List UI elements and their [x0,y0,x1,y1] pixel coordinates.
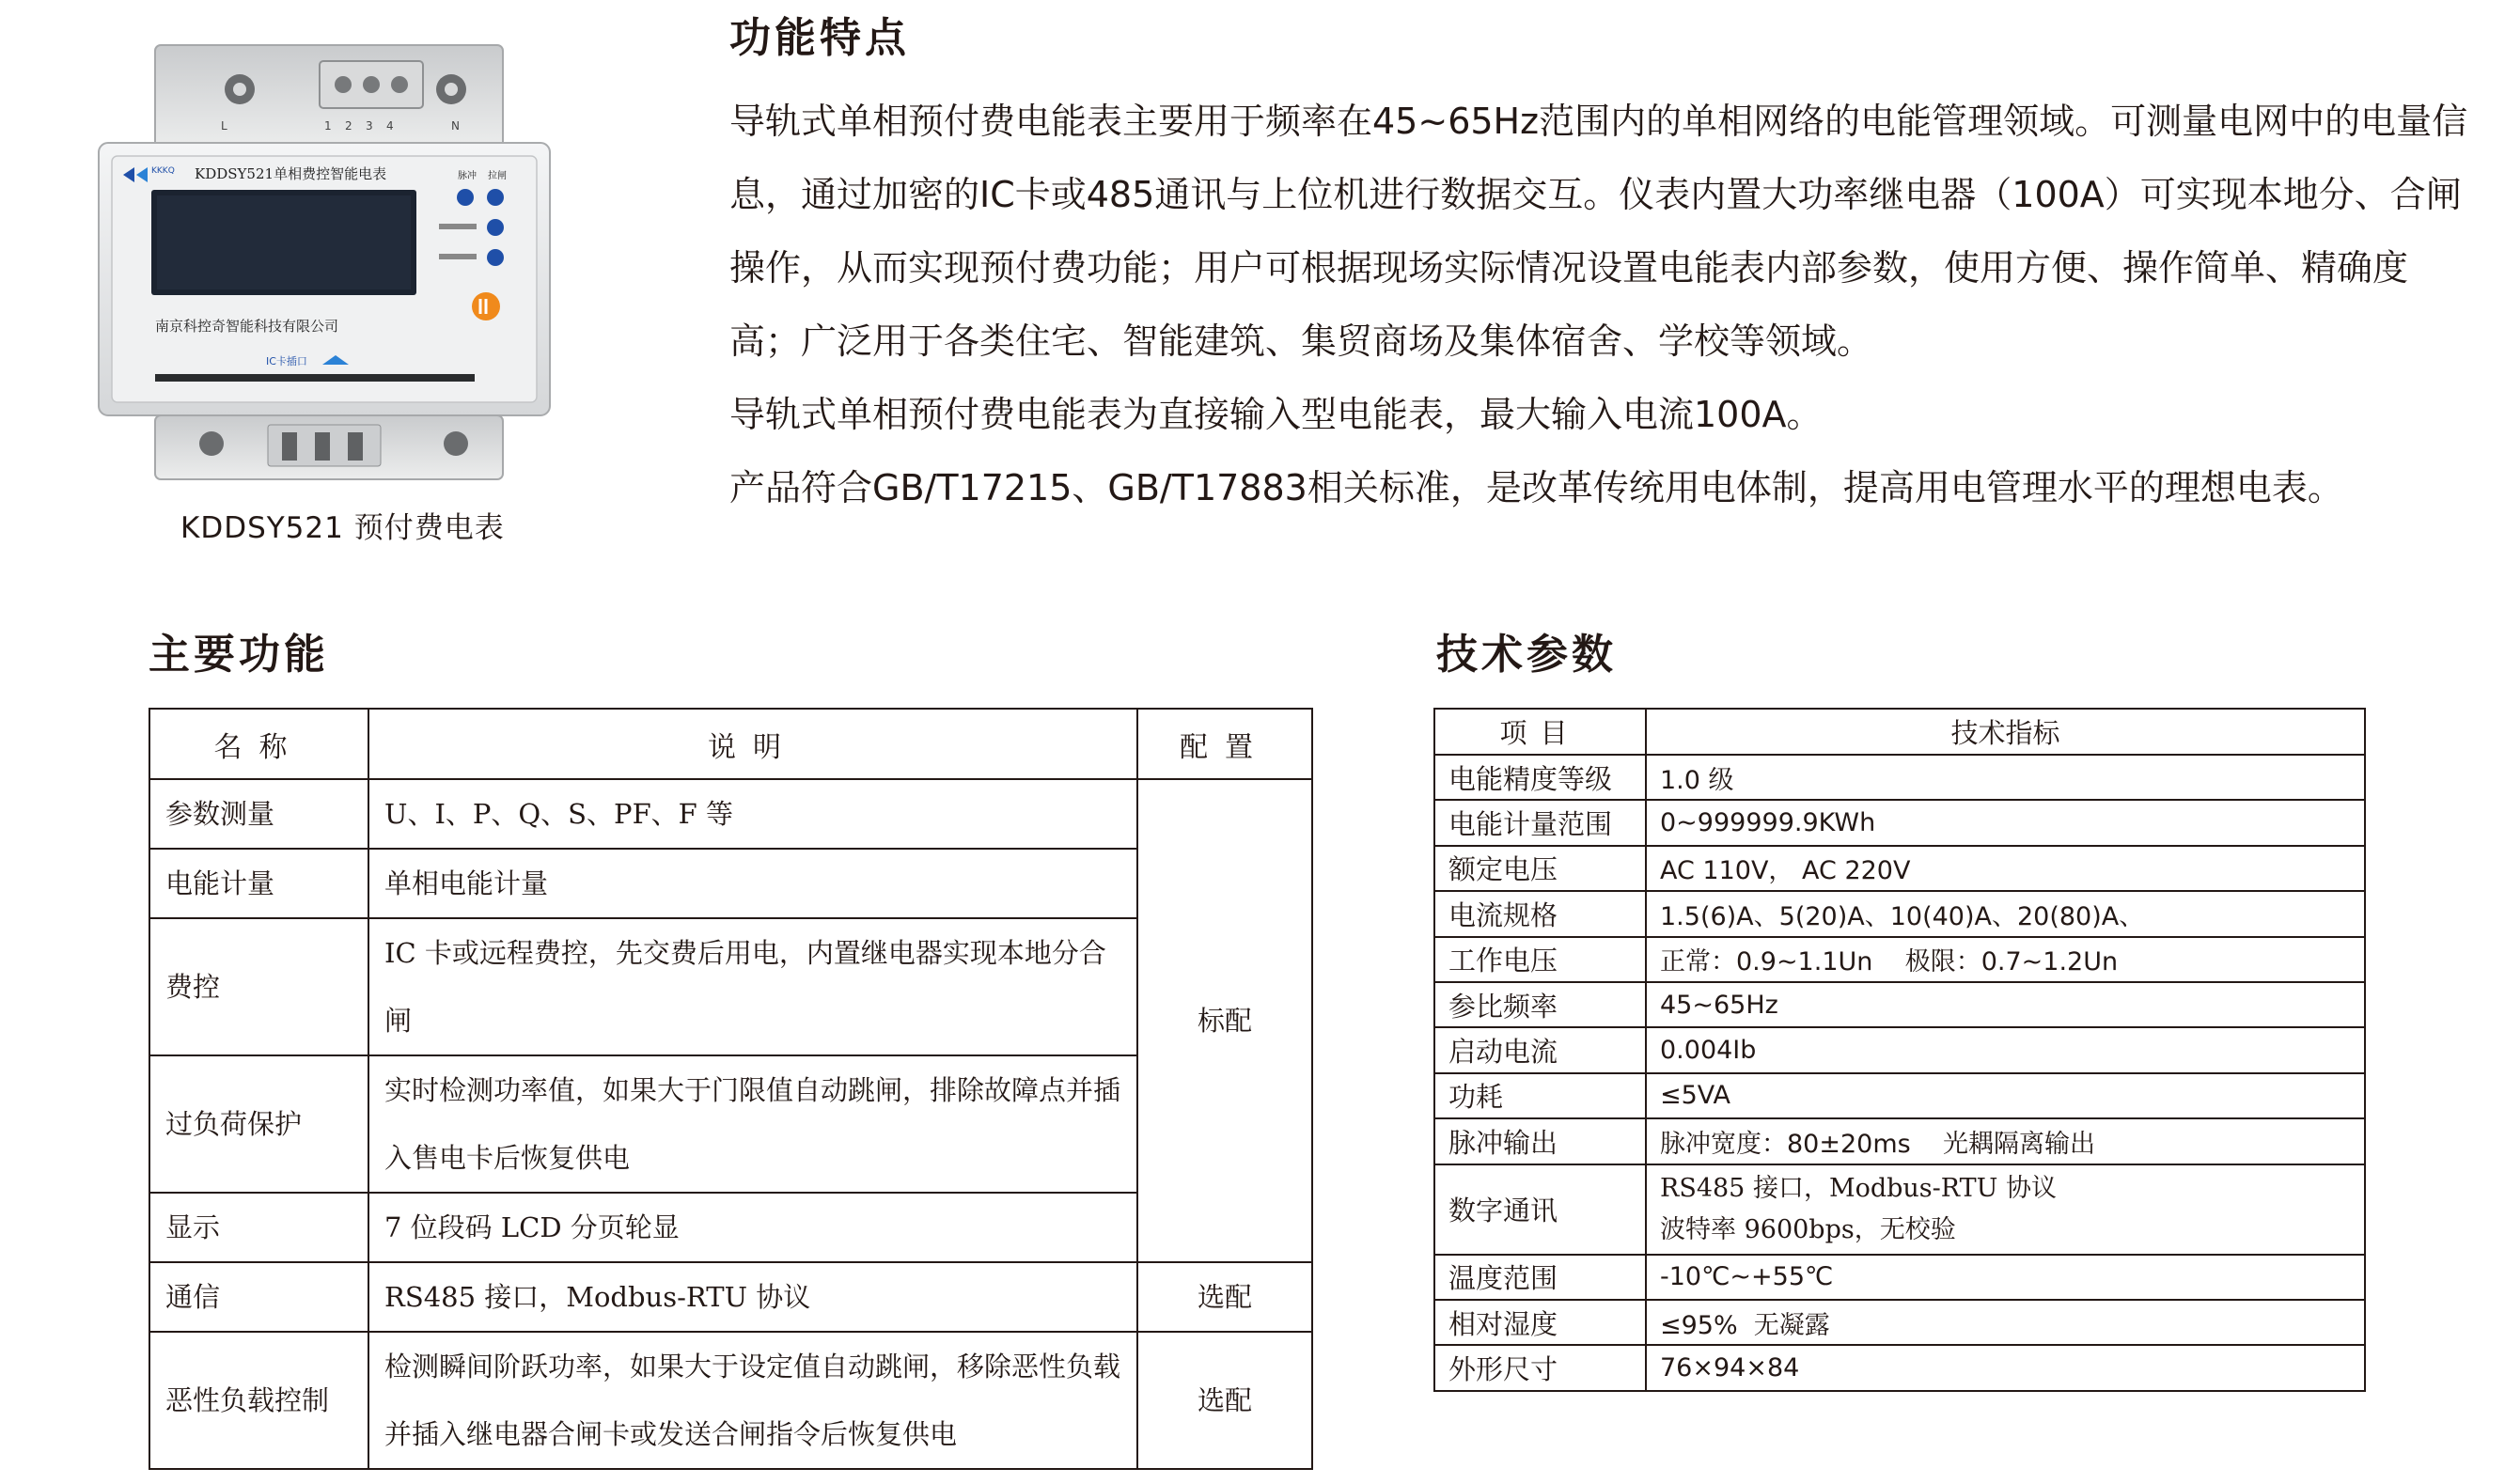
main-functions-title: 主要功能 [149,631,329,679]
table-row [1434,937,2365,982]
company-label: 南京科控奇智能科技有限公司 [155,318,339,335]
column-header: 名称 [149,709,368,779]
table-row [1434,1255,2365,1300]
features-title: 功能特点 [729,14,910,62]
function-desc: RS485 接口，Modbus-RTU 协议 [368,1262,1137,1332]
param-name: 参比频率 [1434,982,1646,1027]
indicator-icon [487,219,504,236]
features-paragraph: 产品符合GB/T17215、GB/T17883相关标准，是改革传统用电体制，提高用电管理水平的理想电表。 [729,467,2343,508]
column-header: 技术指标 [1646,709,2365,755]
button-label: 脉冲 [458,171,477,181]
function-name: 显示 [149,1193,368,1262]
function-name: 恶性负载控制 [149,1332,368,1469]
param-value-line: 波特率 9600bps，无校验 [1660,1214,1956,1244]
function-desc: U、I、P、Q、S、PF、F 等 [368,779,1137,849]
svg-text:KKKQ: KKKQ [151,166,175,176]
function-desc: 7 位段码 LCD 分页轮显 [368,1193,1137,1262]
product-photo [89,38,559,487]
param-name: 电能精度等级 [1434,755,1646,800]
table-row [1434,1073,2365,1118]
device-label: KDDSY521单相费控智能电表 [195,165,387,182]
table-row [1434,1345,2365,1390]
screw-icon [444,431,468,456]
param-value: 1.5(6)A、5(20)A、10(40)A、20(80)A、 [1646,891,2365,936]
function-config: 选配 [1137,1332,1312,1469]
param-name: 功耗 [1434,1073,1646,1118]
param-value: ≤95% 无凝露 [1646,1300,2365,1345]
table-row [1434,1300,2365,1345]
features-text [729,85,2468,524]
param-name: 额定电压 [1434,846,1646,891]
param-value: 76×94×84 [1646,1345,2365,1390]
param-name: 外形尺寸 [1434,1345,1646,1390]
column-header: 项目 [1434,709,1646,755]
table-row [149,779,1312,849]
terminal-num: 1 [324,119,332,133]
param-value: 0.004Ib [1646,1027,2365,1072]
table-row [1434,982,2365,1027]
table-row [1434,891,2365,936]
function-name: 过负荷保护 [149,1055,368,1193]
table-row [1434,1027,2365,1072]
function-desc: IC 卡或远程费控，先交费后用电，内置继电器实现本地分合闸 [368,918,1137,1055]
features-paragraph: 导轨式单相预付费电能表主要用于频率在45~65Hz范围内的单相网络的电能管理领域。可测量电网中的电量信息，通过加密的IC卡或485通讯与上位机进行数据交互。仪表内置大功率继电器（100A）可实现本地分、合闸操作，从而实现预付费功能；用户可根据现场实际情况设置电能表内部参数，使用方便、操作简单、精确度高；广泛用于各类住宅、智能建筑、集贸商场及集体宿舍、学校等领域。 [729,101,2468,362]
table-row [149,1262,1312,1332]
param-value: 0~999999.9KWh [1646,800,2365,845]
param-name: 工作电压 [1434,937,1646,982]
param-value-line: RS485 接口，Modbus-RTU 协议 [1660,1173,2057,1203]
terminal-num: 4 [386,119,394,133]
column-header: 说明 [368,709,1137,779]
param-name: 温度范围 [1434,1255,1646,1300]
tech-params-table [1433,708,2366,1392]
table-row [1434,846,2365,891]
param-name: 启动电流 [1434,1027,1646,1072]
param-name: 数字通讯 [1434,1164,1646,1255]
param-name: 脉冲输出 [1434,1118,1646,1164]
param-name: 相对湿度 [1434,1300,1646,1345]
function-desc: 检测瞬间阶跃功率，如果大于设定值自动跳闸，移除恶性负载并插入继电器合闸卡或发送合闸指令后恢复供电 [368,1332,1137,1469]
function-name: 通信 [149,1262,368,1332]
terminal-right-label: N [451,119,460,133]
card-slot [155,374,475,382]
table-row [1434,1164,2365,1255]
param-value: 45~65Hz [1646,982,2365,1027]
tech-params-title: 技术参数 [1436,631,1617,679]
param-value: ≤5VA [1646,1073,2365,1118]
table-row [1434,755,2365,800]
function-desc: 单相电能计量 [368,849,1137,918]
param-value: 正常：0.9~1.1Un 极限：0.7~1.2Un [1646,937,2365,982]
param-value: 脉冲宽度：80±20ms 光耦隔离输出 [1646,1118,2365,1164]
screw-icon [199,431,224,456]
param-value: 1.0 级 [1646,755,2365,800]
function-config: 标配 [1137,779,1312,1262]
table-header-row [149,709,1312,779]
indicator-icon [487,189,504,206]
terminal-left-label: L [221,119,227,133]
param-name: 电流规格 [1434,891,1646,936]
param-value: -10℃~+55℃ [1646,1255,2365,1300]
features-paragraph: 导轨式单相预付费电能表为直接输入型电能表，最大输入电流100A。 [729,394,1823,435]
product-caption: KDDSY521 预付费电表 [180,511,505,545]
terminal-num: 3 [366,119,373,133]
table-row [1434,800,2365,845]
param-name: 电能计量范围 [1434,800,1646,845]
param-value [1646,1164,2365,1255]
function-name: 电能计量 [149,849,368,918]
card-slot-label: IC卡插口 [266,355,307,367]
indicator-icon [487,249,504,266]
terminal-num: 2 [345,119,352,133]
indicator-icon [457,189,474,206]
table-header-row [1434,709,2365,755]
table-row [149,1332,1312,1469]
function-name: 参数测量 [149,779,368,849]
param-value: AC 110V， AC 220V [1646,846,2365,891]
function-config: 选配 [1137,1262,1312,1332]
main-functions-table [149,708,1313,1470]
table-row [1434,1118,2365,1164]
button-label: 拉闸 [488,171,507,181]
function-name: 费控 [149,918,368,1055]
function-desc: 实时检测功率值，如果大于门限值自动跳闸，排除故障点并插入售电卡后恢复供电 [368,1055,1137,1193]
column-header: 配置 [1137,709,1312,779]
